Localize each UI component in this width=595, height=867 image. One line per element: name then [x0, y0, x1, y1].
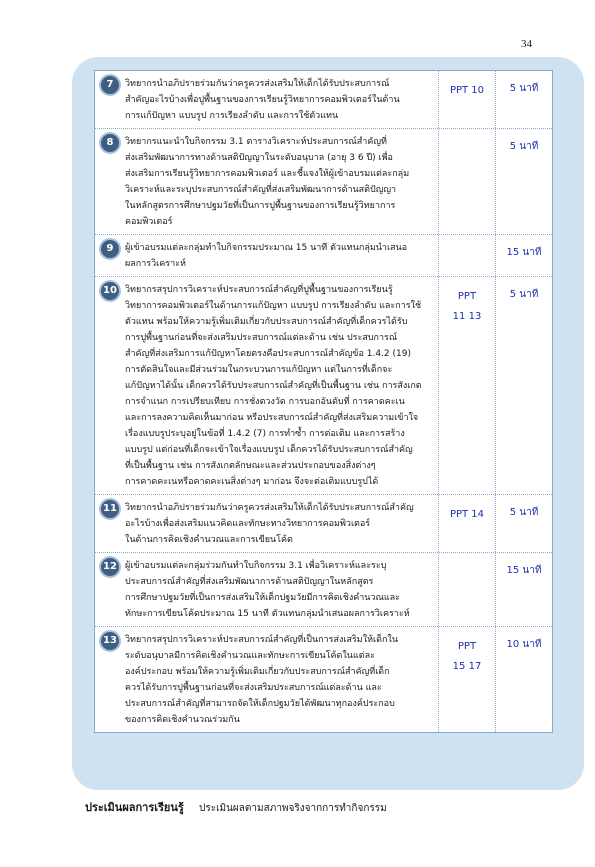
activity-text-line: ส่งเสริมพัฒนาการทางด้านสติปัญญาในระดับอนุบาล (อายุ 3 6 ปี) เพื่อ: [125, 153, 393, 163]
activity-duration: 15 นาที: [506, 247, 542, 258]
step-number-badge: 8: [101, 134, 119, 152]
activity-text-line: การจำแนก การเปรียบเทียบ การชั่งตวงวัด การบอกอันดับที่ การคาดคะเน: [125, 397, 405, 407]
activity-text-line: การคาดคะเนหรือคาดคะเนสิ่งต่างๆ มาก่อน จึงจะต่อเติมแบบรูปได้: [125, 477, 379, 487]
activity-table: [94, 70, 553, 733]
activity-text-line: การตัดสินใจและมีส่วนร่วมในกระบวนการแก้ปัญหา แต่ในการที่เด็กจะ: [125, 365, 393, 375]
activity-text-line: ระดับอนุบาลมีการคิดเชิงคำนวณและทักษะการเขียนโค้ดในแต่ละ: [125, 651, 375, 661]
activity-text-line: ในหลักสูตรการศึกษาปฐมวัยที่เป็นการปูพื้นฐานของการเรียนรู้วิทยาการ: [125, 201, 396, 211]
activity-text-line: คอมพิวเตอร์: [125, 217, 173, 227]
activity-duration: 5 นาที: [509, 289, 539, 300]
activity-materials: [439, 627, 496, 732]
activity-text: [125, 134, 434, 230]
activity-text-line: และการลงความคิดเห็นมาก่อน หรือประสบการณ์สำคัญที่ส่งเสริมความเข้าใจ: [125, 413, 419, 423]
activity-text: [125, 282, 434, 490]
activity-description: [95, 627, 439, 732]
step-number-badge: 13: [101, 632, 119, 650]
activity-duration: 5 นาที: [509, 507, 539, 518]
step-number-badge: 11: [101, 500, 119, 518]
activity-text: [125, 76, 434, 124]
activity-row: [95, 129, 552, 235]
assessment-label: ประเมินผลการเรียนรู้: [85, 801, 184, 814]
step-number-badge: 10: [101, 282, 119, 300]
activity-text-line: ตัวแทน พร้อมให้ความรู้เพิ่มเติมเกี่ยวกับประสบการณ์สำคัญที่เด็กควรได้รับ: [125, 317, 408, 327]
activity-description: [95, 553, 439, 626]
activity-description: [95, 129, 439, 234]
activity-text-line: สำคัญอะไรบ้างเพื่อปูพื้นฐานของการเรียนรู้วิทยาการคอมพิวเตอร์ในด้าน: [125, 95, 400, 105]
activity-text: [125, 500, 434, 548]
activity-row: [95, 71, 552, 129]
activity-description: [95, 495, 439, 552]
activity-text-line: วิทยากรสรุปการวิเคราะห์ประสบการณ์สำคัญที่เป็นการส่งเสริมให้เด็กใน: [125, 635, 398, 645]
material-label: PPT: [457, 641, 477, 652]
step-number-badge: 12: [101, 558, 119, 576]
activity-materials: [439, 277, 496, 494]
activity-materials: [439, 235, 496, 276]
activity-description: [95, 277, 439, 494]
assessment-footer: [85, 798, 387, 816]
activity-text-line: แบบรูป แต่ก่อนที่เด็กจะเข้าใจเรื่องแบบรูป เด็กควรได้รับประสบการณ์สำคัญ: [125, 445, 413, 455]
activity-text-line: ส่งเสริมการเรียนรู้วิทยาการคอมพิวเตอร์ และชี้แจงให้ผู้เข้าอบรมแต่ละกลุ่ม: [125, 169, 410, 179]
activity-text-line: การแก้ปัญหา แบบรูป การเรียงลำดับ และการใช้ตัวแทน: [125, 111, 339, 121]
activity-text-line: แก้ปัญหาได้นั้น เด็กควรได้รับประสบการณ์สำคัญที่เป็นพื้นฐาน เช่น การสังเกต: [125, 381, 422, 391]
activity-text-line: ทักษะการเขียนโค้ดประมาณ 15 นาที ตัวแทนกลุ่มนำเสนอผลการวิเคราะห์: [125, 609, 410, 619]
activity-text-line: วิทยากรแนะนำใบกิจกรรม 3.1 ตารางวิเคราะห์ประสบการณ์สำคัญที่: [125, 137, 387, 147]
activity-duration: 5 นาที: [509, 83, 539, 94]
material-label: 15 17: [452, 661, 482, 672]
activity-text-line: วิทยากรนำอภิปรายร่วมกันว่าครูควรส่งเสริมให้เด็กได้รับประสบการณ์: [125, 79, 390, 89]
activity-text-line: ประสบการณ์สำคัญที่สามารถจัดให้เด็กปฐมวัยได้พัฒนาทุกองค์ประกอบ: [125, 699, 395, 709]
activity-text-line: การปูพื้นฐานก่อนที่จะส่งเสริมประสบการณ์แต่ละด้าน เช่น ประสบการณ์: [125, 333, 398, 343]
material-label: PPT 10: [449, 85, 485, 96]
activity-materials: [439, 71, 496, 128]
activity-description: [95, 235, 439, 276]
activity-duration: 10 นาที: [506, 639, 542, 650]
activity-text-line: องค์ประกอบ พร้อมให้ความรู้เพิ่มเติมเกี่ยวกับประสบการณ์สำคัญที่เด็ก: [125, 667, 390, 677]
activity-text-line: การศึกษาปฐมวัยที่เป็นการส่งเสริมให้เด็กปฐมวัยมีการคิดเชิงคำนวณและ: [125, 593, 400, 603]
activity-duration: 15 นาที: [506, 565, 542, 576]
material-label: PPT: [457, 291, 477, 302]
activity-text-line: ในด้านการคิดเชิงคำนวณและการเขียนโค้ด: [125, 535, 293, 545]
activity-text: [125, 558, 434, 622]
assessment-text: ประเมินผลตามสภาพจริงจากการทำกิจกรรม: [199, 803, 387, 814]
activity-text-line: ประสบการณ์สำคัญที่ส่งเสริมพัฒนาการด้านสติปัญญาในหลักสูตร: [125, 577, 374, 587]
activity-text-line: วิเคราะห์และระบุประสบการณ์สำคัญที่ส่งเสริมพัฒนาการด้านสติปัญญา: [125, 185, 397, 195]
activity-text-line: ผลการวิเคราะห์: [125, 259, 186, 269]
step-number-badge: 7: [101, 76, 119, 94]
activity-text-line: ผู้เข้าอบรมแต่ละกลุ่มทำใบกิจกรรมประมาณ 15 นาที ตัวแทนกลุ่มนำเสนอ: [125, 243, 408, 253]
activity-text-line: วิทยาการคอมพิวเตอร์ในด้านการแก้ปัญหา แบบรูป การเรียงลำดับ และการใช้: [125, 301, 422, 311]
activity-row: [95, 235, 552, 277]
activity-materials: [439, 495, 496, 552]
activity-text-line: วิทยากรสรุปการวิเคราะห์ประสบการณ์สำคัญที่ปูพื้นฐานของการเรียนรู้: [125, 285, 393, 295]
activity-row: [95, 495, 552, 553]
activity-text-line: เรื่องแบบรูประบุอยู่ในข้อที่ 1.4.2 (7) การทำซ้ำ การต่อเติม และการสร้าง: [125, 429, 405, 439]
material-label: PPT 14: [449, 509, 485, 520]
activity-materials: [439, 553, 496, 626]
page-number: 34: [521, 38, 532, 50]
activity-description: [95, 71, 439, 128]
activity-row: [95, 627, 552, 732]
activity-text-line: อะไรบ้างเพื่อส่งเสริมแนวคิดและทักษะทางวิทยาการคอมพิวเตอร์: [125, 519, 371, 529]
activity-text-line: ผู้เข้าอบรมแต่ละกลุ่มร่วมกันทำใบกิจกรรม 3.1 เพื่อวิเคราะห์และระบุ: [125, 561, 387, 571]
activity-text: [125, 632, 434, 728]
activity-materials: [439, 129, 496, 234]
activity-row: [95, 553, 552, 627]
activity-duration: 5 นาที: [509, 141, 539, 152]
material-label: 11 13: [452, 311, 482, 322]
step-number-badge: 9: [101, 240, 119, 258]
activity-row: [95, 277, 552, 495]
activity-text-line: ของการคิดเชิงคำนวณร่วมกัน: [125, 715, 240, 725]
activity-text-line: วิทยากรนำอภิปรายร่วมกันว่าครูควรส่งเสริมให้เด็กได้รับประสบการณ์สำคัญ: [125, 503, 414, 513]
activity-text-line: สำคัญที่ส่งเสริมการแก้ปัญหาโดยตรงคือประสบการณ์สำคัญข้อ 1.4.2 (19): [125, 349, 411, 359]
activity-text: [125, 240, 434, 272]
activity-text-line: ที่เป็นพื้นฐาน เช่น การสังเกตลักษณะและส่วนประกอบของสิ่งต่างๆ: [125, 461, 376, 471]
activity-text-line: ควรได้รับการปูพื้นฐานก่อนที่จะส่งเสริมประสบการณ์แต่ละด้าน และ: [125, 683, 382, 693]
